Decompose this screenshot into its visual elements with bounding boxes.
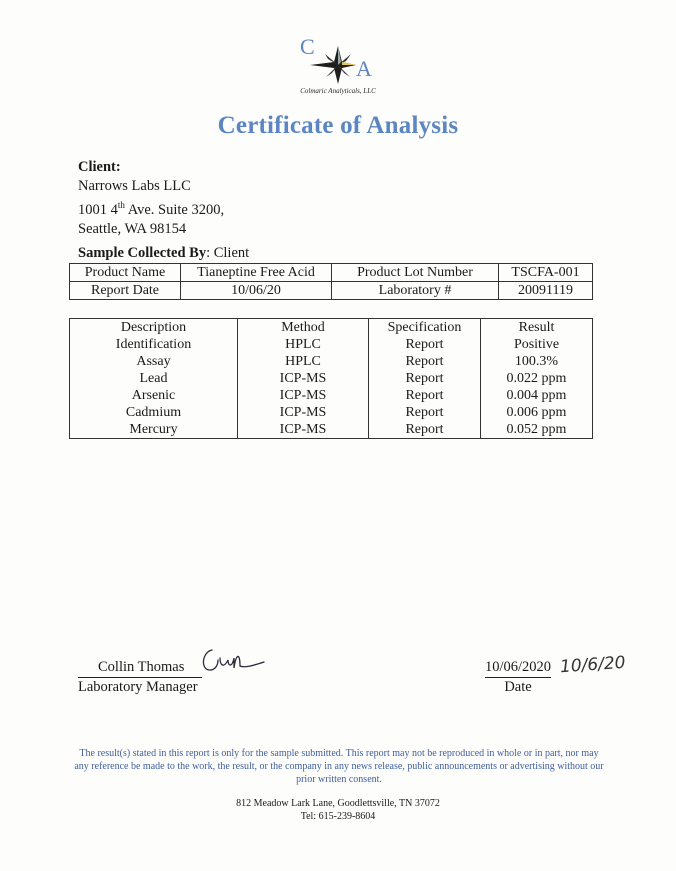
footer [0, 797, 676, 823]
client-block [78, 158, 224, 239]
table-row [70, 282, 593, 300]
result-cell: Positive [481, 336, 593, 353]
table-row [70, 336, 593, 353]
result-cell: Arsenic [70, 387, 238, 404]
result-cell: Report [369, 387, 481, 404]
result-cell: ICP-MS [238, 404, 369, 421]
info-cell: Report Date [70, 282, 181, 300]
client-heading: Client: [78, 159, 121, 175]
table-row [70, 264, 593, 282]
info-cell: 20091119 [499, 282, 593, 300]
disclaimer-text: The result(s) stated in this report is only for the sample submitted. This report may not be reproduced in whole or in part, nor may any reference be made to the work, the result, or the company in any news release, public announcements or advertising without our prior written consent. [74, 748, 604, 785]
product-info-table [69, 263, 593, 300]
compass-star-icon [310, 46, 356, 84]
table-row [70, 387, 593, 404]
result-cell: Report [369, 370, 481, 387]
table-header-row [70, 319, 593, 337]
result-cell: Report [369, 353, 481, 370]
info-cell: Laboratory # [332, 282, 499, 300]
result-cell: Report [369, 421, 481, 439]
table-row [70, 370, 593, 387]
column-header: Description [70, 319, 238, 337]
results-table [69, 318, 593, 439]
result-cell: 100.3% [481, 353, 593, 370]
logo-letter-c: C [300, 34, 315, 59]
result-cell: 0.006 ppm [481, 404, 593, 421]
info-cell: Tianeptine Free Acid [181, 264, 332, 282]
table-row [70, 404, 593, 421]
column-header: Result [481, 319, 593, 337]
result-cell: 0.022 ppm [481, 370, 593, 387]
result-cell: ICP-MS [238, 421, 369, 439]
result-cell: 0.004 ppm [481, 387, 593, 404]
sample-collected-value: : Client [206, 245, 250, 261]
result-cell: Cadmium [70, 404, 238, 421]
sample-collected-label: Sample Collected By [78, 245, 207, 261]
client-address-line2: Seattle, WA 98154 [78, 220, 187, 237]
footer-address: 812 Meadow Lark Lane, Goodlettsville, TN 37072 [236, 798, 440, 809]
footer-phone: Tel: 615-239-8604 [300, 811, 376, 822]
result-cell: Mercury [70, 421, 238, 439]
result-cell: 0.052 ppm [481, 421, 593, 439]
result-cell: HPLC [238, 336, 369, 353]
result-cell: HPLC [238, 353, 369, 370]
company-name: Colmaric Analyticals, LLC [300, 87, 376, 95]
info-cell: 10/06/20 [181, 282, 332, 300]
result-cell: Identification [70, 336, 238, 353]
date-label: Date [504, 679, 532, 695]
signature-block [78, 658, 202, 697]
column-header: Method [238, 319, 369, 337]
signed-date: 10/06/2020 [485, 658, 551, 678]
date-block [478, 658, 558, 697]
result-cell: Report [369, 336, 481, 353]
client-address-line1: 1001 4th Ave. Suite 3200, [78, 200, 225, 218]
logo-letter-a: A [356, 56, 372, 81]
info-cell: Product Name [70, 264, 181, 282]
result-cell: ICP-MS [238, 370, 369, 387]
handwritten-signature-icon [198, 644, 268, 683]
result-cell: ICP-MS [238, 387, 369, 404]
signatory-name: Collin Thomas [78, 658, 202, 678]
result-cell: Report [369, 404, 481, 421]
document-title: Certificate of Analysis [217, 112, 459, 139]
table-row [70, 353, 593, 370]
signatory-role: Laboratory Manager [78, 679, 198, 695]
info-cell: Product Lot Number [332, 264, 499, 282]
info-cell: TSCFA-001 [499, 264, 593, 282]
handwritten-date: 10/6/20 [559, 652, 627, 678]
result-cell: Assay [70, 353, 238, 370]
table-row [70, 421, 593, 439]
result-cell: Lead [70, 370, 238, 387]
column-header: Specification [369, 319, 481, 337]
sample-collected-by [78, 245, 249, 262]
client-name: Narrows Labs LLC [78, 178, 191, 194]
